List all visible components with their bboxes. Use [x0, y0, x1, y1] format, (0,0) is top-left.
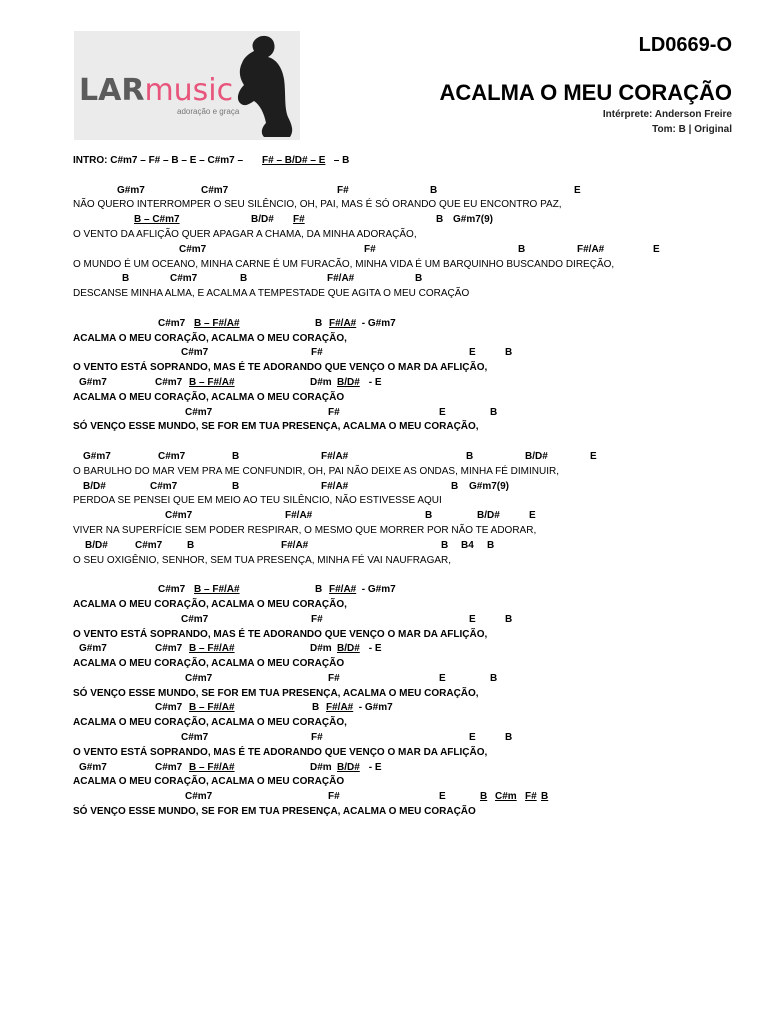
chord: G#m7(9) — [469, 480, 510, 492]
logo-lar: LAR — [79, 73, 145, 108]
chord: B/D# — [83, 480, 106, 492]
praying-figure-icon — [224, 33, 299, 139]
chord-line — [73, 509, 753, 524]
chord: B — [505, 347, 513, 359]
chord: - G#m7 — [359, 584, 396, 596]
chord: B — [312, 702, 320, 714]
song-code: LD0669-O — [638, 34, 732, 56]
chord: F# — [337, 184, 349, 196]
chorus-lyric-line: ACALMA O MEU CORAÇÃO, ACALMA O MEU CORAÇÃO, — [73, 598, 347, 610]
blank-line — [73, 435, 753, 450]
chord: F# — [364, 243, 376, 255]
chord: B/D# — [477, 510, 500, 522]
chord: B/D# — [85, 539, 108, 551]
chord: B/D# — [337, 376, 360, 388]
chord: B – F#/A# — [194, 584, 240, 596]
chord: F#/A# — [577, 243, 605, 255]
chord: F#/A# — [327, 273, 355, 285]
chorus-lyric-line: O VENTO ESTÁ SOPRANDO, MAS É TE ADORANDO QUE VENÇO O MAR DA AFLIÇÃO, — [73, 746, 488, 758]
chord: F# — [293, 214, 305, 226]
chord: F#/A# — [326, 702, 354, 714]
chord: C#m7 — [185, 406, 213, 418]
chord: - E — [366, 376, 382, 388]
lyric-line: PERDOA SE PENSEI QUE EM MEIO AO TEU SILÊNCIO, NÃO ESTIVESSE AQUI — [73, 495, 442, 507]
lyric-line: O MUNDO É UM OCEANO, MINHA CARNE É UM FURACÃO, MINHA VIDA É UM BARQUINHO BUSCANDO DIREÇÃO, — [73, 258, 615, 270]
chord-line — [73, 642, 753, 657]
chord: G#m7 — [117, 184, 145, 196]
chord: C#m7 — [185, 791, 213, 803]
interpreter: Intérprete: Anderson Freire — [602, 109, 732, 120]
chord-line — [73, 480, 753, 495]
chord: F#/A# — [329, 317, 357, 329]
lyric-line: O SEU OXIGÊNIO, SENHOR, SEM TUA PRESENÇA, MINHA FÉ VAI NAUFRAGAR, — [73, 554, 452, 566]
chord: B – F#/A# — [189, 761, 235, 773]
chorus-lyric-line: SÓ VENÇO ESSE MUNDO, SE FOR EM TUA PRESENÇA, ACALMA O MEU CORAÇÃO, — [73, 421, 479, 433]
chord: B – F#/A# — [189, 643, 235, 655]
lyric-line: O BARULHO DO MAR VEM PRA ME CONFUNDIR, OH, PAI NÃO DEIXE AS ONDAS, MINHA FÉ DIMINUIR, — [73, 465, 559, 477]
chord: B — [490, 406, 498, 418]
chord: B — [232, 450, 240, 462]
chord: F# — [311, 613, 323, 625]
chord: B — [505, 732, 513, 744]
chord: B — [187, 539, 195, 551]
blank-line — [73, 169, 753, 184]
chord-line — [73, 376, 753, 391]
chorus-lyric-line: ACALMA O MEU CORAÇÃO, ACALMA O MEU CORAÇÃO, — [73, 332, 347, 344]
chord: B – F#/A# — [189, 702, 235, 714]
chord: G#m7 — [79, 761, 107, 773]
chord: C#m7 — [155, 643, 183, 655]
chord: D#m — [310, 376, 332, 388]
chord-sheet — [73, 154, 753, 820]
logo-music: music — [144, 73, 234, 108]
chord: C#m7 — [135, 539, 163, 551]
chorus-lyric-line: ACALMA O MEU CORAÇÃO, ACALMA O MEU CORAÇÃO — [73, 391, 345, 403]
chord: B – F#/A# — [189, 376, 235, 388]
chord-line — [73, 272, 753, 287]
blank-line — [73, 302, 753, 317]
chord: F#/A# — [281, 539, 309, 551]
chord: C#m7 — [158, 584, 186, 596]
chord: E — [469, 732, 476, 744]
chord: C#m7 — [158, 450, 186, 462]
intro-line — [73, 154, 753, 169]
chord: B — [315, 317, 323, 329]
chord: B — [415, 273, 423, 285]
chord: – B — [331, 155, 350, 166]
chord: E — [590, 450, 597, 462]
chord-line — [73, 346, 753, 361]
chord: D#m — [310, 761, 332, 773]
chord-line — [73, 672, 753, 687]
chord: G#m7 — [83, 450, 111, 462]
chord: B — [490, 672, 498, 684]
chorus-lyric-line: SÓ VENÇO ESSE MUNDO, SE FOR EM TUA PRESENÇA, ACALMA O MEU CORAÇÃO — [73, 806, 476, 818]
chord: B — [425, 510, 433, 522]
lyric-line: VIVER NA SUPERFÍCIE SEM PODER RESPIRAR, O MESMO QUE MORRER POR NÃO TE ADORAR, — [73, 524, 537, 536]
chord-line — [73, 406, 753, 421]
chorus-lyric-line: ACALMA O MEU CORAÇÃO, ACALMA O MEU CORAÇÃO — [73, 776, 345, 788]
chorus-lyric-line: ACALMA O MEU CORAÇÃO, ACALMA O MEU CORAÇÃO, — [73, 717, 347, 729]
logo — [74, 31, 300, 140]
chord: E — [574, 184, 581, 196]
chord-line — [73, 243, 753, 258]
chord: B — [466, 450, 474, 462]
chord: B — [430, 184, 438, 196]
chord: F#/A# — [285, 510, 313, 522]
chord: C#m7 — [155, 702, 183, 714]
chord: B/D# — [525, 450, 548, 462]
chord: G#m7 — [79, 376, 107, 388]
chord-line — [73, 613, 753, 628]
chord: - E — [366, 761, 382, 773]
chord-line — [73, 213, 753, 228]
chord: F# — [525, 791, 537, 803]
chord-line — [73, 184, 753, 199]
chord: F# — [328, 406, 340, 418]
chord: B/D# — [251, 214, 274, 226]
chord-line — [73, 583, 753, 598]
chord-line — [73, 761, 753, 776]
chord: F#/A# — [321, 450, 349, 462]
chord-line — [73, 539, 753, 554]
chord: B – C#m7 — [134, 214, 180, 226]
chord: F#/A# — [321, 480, 349, 492]
chord: F# — [311, 732, 323, 744]
lyric-line: O VENTO DA AFLIÇÃO QUER APAGAR A CHAMA, DA MINHA ADORAÇÃO, — [73, 228, 417, 240]
chord: B — [232, 480, 240, 492]
chorus-lyric-line: SÓ VENÇO ESSE MUNDO, SE FOR EM TUA PRESENÇA, ACALMA O MEU CORAÇÃO, — [73, 687, 479, 699]
chord: B4 — [461, 539, 474, 551]
chord: E — [529, 510, 536, 522]
chord: B — [541, 791, 549, 803]
chorus-lyric-line: O VENTO ESTÁ SOPRANDO, MAS É TE ADORANDO QUE VENÇO O MAR DA AFLIÇÃO, — [73, 628, 488, 640]
song-title: ACALMA O MEU CORAÇÃO — [439, 80, 732, 105]
chord: B/D# — [337, 761, 360, 773]
chord: B — [480, 791, 488, 803]
chord: G#m7 — [79, 643, 107, 655]
logo-tagline: adoração e graça — [177, 107, 240, 116]
chord: C#m7 — [185, 672, 213, 684]
blank-line — [73, 568, 753, 583]
key-info: Tom: B | Original — [652, 124, 732, 135]
chord: C#m7 — [181, 347, 209, 359]
chord: B/D# — [337, 643, 360, 655]
chorus-lyric-line: O VENTO ESTÁ SOPRANDO, MAS É TE ADORANDO QUE VENÇO O MAR DA AFLIÇÃO, — [73, 362, 488, 374]
chord: INTRO: C#m7 – F# – B – E – C#m7 – — [73, 155, 246, 166]
chord: C#m7 — [155, 376, 183, 388]
chord: F# — [311, 347, 323, 359]
chord-line — [73, 701, 753, 716]
chord: B — [505, 613, 513, 625]
chord: E — [439, 406, 446, 418]
chord: C#m7 — [201, 184, 229, 196]
chord: C#m7 — [181, 613, 209, 625]
lyric-line: NÃO QUERO INTERROMPER O SEU SILÊNCIO, OH, PAI, MAS É SÓ ORANDO QUE EU ENCONTRO PAZ, — [73, 199, 562, 211]
chord: F# — [328, 791, 340, 803]
chord: E — [439, 672, 446, 684]
chord: B — [451, 480, 459, 492]
chord: C#m7 — [155, 761, 183, 773]
chord: F# – B/D# – E — [262, 155, 326, 166]
chord: C#m7 — [181, 732, 209, 744]
chord: D#m — [310, 643, 332, 655]
chord: - E — [366, 643, 382, 655]
chord: F#/A# — [329, 584, 357, 596]
chord: C#m7 — [170, 273, 198, 285]
chord: B — [315, 584, 323, 596]
chord-line — [73, 790, 753, 805]
lyric-line: DESCANSE MINHA ALMA, E ACALMA A TEMPESTADE QUE AGITA O MEU CORAÇÃO — [73, 288, 470, 300]
logo-wordmark — [79, 73, 233, 108]
chord: E — [653, 243, 660, 255]
chord: B — [122, 273, 130, 285]
chord: B – F#/A# — [194, 317, 240, 329]
chord: B — [436, 214, 444, 226]
chord: G#m7(9) — [453, 214, 494, 226]
chord: F# — [328, 672, 340, 684]
chord: B — [240, 273, 248, 285]
chord: C#m7 — [165, 510, 193, 522]
chord: C#m7 — [150, 480, 178, 492]
chord: - G#m7 — [356, 702, 393, 714]
chord-line — [73, 317, 753, 332]
chord: C#m7 — [179, 243, 207, 255]
chord: C#m7 — [158, 317, 186, 329]
chord: B — [518, 243, 526, 255]
chord: E — [469, 347, 476, 359]
chord-line — [73, 450, 753, 465]
chord: - G#m7 — [359, 317, 396, 329]
chord: B — [441, 539, 449, 551]
chord: C#m — [495, 791, 517, 803]
chord-line — [73, 731, 753, 746]
chorus-lyric-line: ACALMA O MEU CORAÇÃO, ACALMA O MEU CORAÇÃO — [73, 658, 345, 670]
chord: B — [487, 539, 495, 551]
chord: E — [439, 791, 446, 803]
chord: E — [469, 613, 476, 625]
